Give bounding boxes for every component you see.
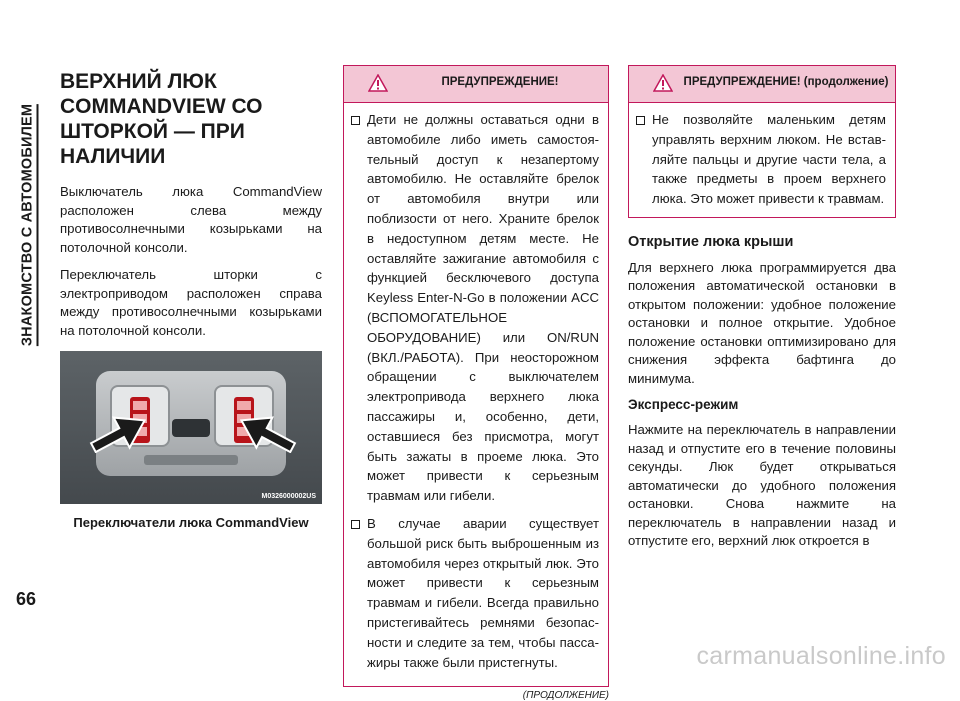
checkbox-bullet-icon: [351, 116, 360, 125]
section-title: ЗНАКОМСТВО С АВТОМОБИЛЕМ: [20, 104, 39, 346]
warning-item: [351, 514, 599, 672]
figure-caption: Переключатели люка CommandView: [73, 515, 309, 530]
console-buttons: [144, 455, 238, 465]
image-code: M0326000002US: [261, 493, 316, 500]
warning-text: Дети не должны оставаться одни в автомобиле либо иметь самостоятельный доступ к незапертому автомобилю. Не оставляйте брелок от автомобиля внутри или поблизости от него. Храните брелок в недоступном детям месте. Не оставляйте зажигание автомобиля с функцией бесключевого доступа Keyless Enter-N-Go в положении ACC (ВСПОМОГАТЕЛЬНОЕ ОБОРУДОВАНИЕ) или ON/RUN (ВКЛ./РАБОТА). При неосторожном обращении с выключателем электропривода верхнего люка пассажиры и, особенно, дети, оставшиеся без присмотра, могут быть зажаты в проеме люка. Это может привести к серьезным травмам или гибели.: [367, 112, 599, 504]
console-center: [172, 419, 210, 437]
checkbox-bullet-icon: [636, 116, 645, 125]
warning-item: [636, 110, 886, 209]
warning-header: [344, 66, 608, 103]
page-title: ВЕРХНИЙ ЛЮК COMMANDVIEW СО ШТОРКОЙ — ПРИ НАЛИЧИИ: [60, 70, 263, 168]
warning-label: ПРЕДУПРЕЖДЕНИЕ! (продолжение): [683, 76, 889, 88]
page-number: 66: [16, 589, 37, 609]
warning-body: [344, 103, 608, 686]
subsection-heading: Экспресс-режим: [628, 397, 739, 413]
warning-label: ПРЕДУПРЕЖДЕНИЕ!: [441, 76, 559, 88]
warning-triangle-icon: [653, 74, 673, 92]
column-left: [60, 65, 322, 530]
arrow-icon: [88, 415, 150, 453]
sunroof-switch-photo: [60, 351, 322, 504]
checkbox-bullet-icon: [351, 520, 360, 529]
column-middle: [343, 65, 609, 701]
warning-text: В случае аварии существует большой риск быть выброшенным из автомобиля через открытый люк. Это может привести к серьезным травмам и гибели. Всегда правильно пристегивайтесь ремнями безопасности и следите за тем, чтобы пассажиры также были пристегнуты.: [367, 515, 599, 670]
paragraph: Нажмите на переключатель в направлении назад и отпустите его в течение половины секунды. Люк будет открываться автоматически до удобного положения остановки. Снова нажмите на переключатель в направлении назад и отпустите его, верхний люк откроется в: [628, 422, 896, 549]
warning-item: [351, 110, 599, 506]
paragraph: Переключатель шторки с электроприводом расположен справа между противосолнечными козырьками на потолочной консоли.: [60, 267, 322, 338]
paragraph: Выключатель люка CommandView расположен слева между противосолнечными козырьками на потолочной консоли.: [60, 184, 322, 255]
watermark: carmanualsonline.info: [696, 642, 946, 670]
section-heading: Открытие люка крыши: [628, 233, 794, 250]
paragraph: Для верхнего люка программируется два положения автоматической остановки в открытом положении: удобное положение остановки и полное открытие. Удобное положение остановки оптимизировано для снижения эффекта бафтинга до минимума.: [628, 259, 896, 386]
warning-text: Не позволяйте маленьким детям управлять верхним люком. Не вставляйте пальцы и другие части тела, а также предметы в проем верхнего люка. Это может привести к травмам.: [652, 112, 886, 207]
warning-triangle-icon: [368, 74, 388, 92]
warning-header: [629, 66, 895, 103]
continued-note: (ПРОДОЛЖЕНИЕ): [522, 690, 609, 701]
warning-box: [343, 65, 609, 687]
warning-box: [628, 65, 896, 218]
warning-body: [629, 103, 895, 217]
column-right: [628, 65, 896, 560]
arrow-icon: [236, 415, 298, 453]
section-tab: [18, 75, 40, 375]
